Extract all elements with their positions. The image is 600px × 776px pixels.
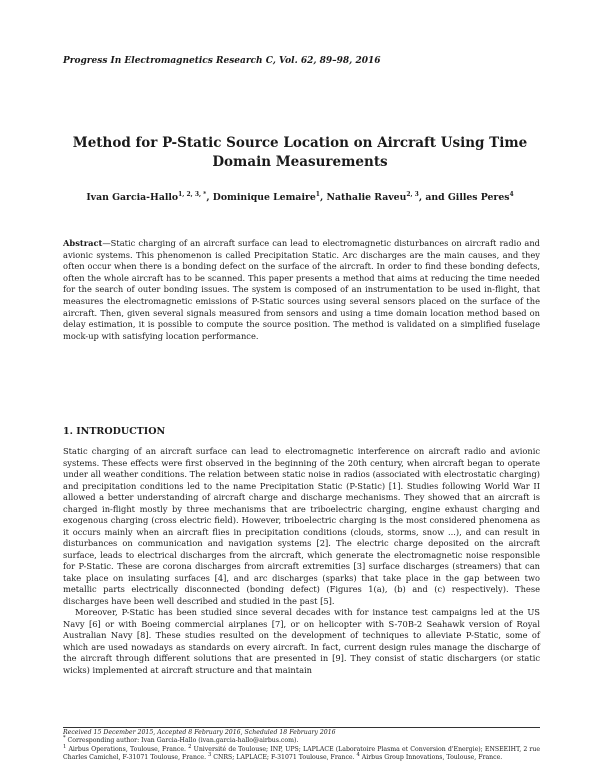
author-name: Ivan Garcia-Hallo [86,192,179,203]
author-separator: , [319,192,327,203]
section-heading: 1. INTRODUCTION [63,426,166,437]
body-paragraph: Static charging of an aircraft surface can lead to electromagnetic interference on aircraft radio and avionic systems. These effects were first observed in the beginning of the 20th century, when aircraft began to operate under all weather conditions. The relation between static noise in radios (associated with electrostatic charging) and precipitation conditions led to the name Precipitation Static (P-Static) [1]. Studies following World War II allowed a better understanding of aircraft charge and discharge mechanisms. They showed that an aircraft is charged in-flight mostly by three mechanisms that are triboelectric charging, engine exhaust charging and exogenous charging (cross electric field). However, triboelectric charging is the most considered phenomena as it occurs mainly when an aircraft flies in precipitation conditions (clouds, storms, snow ...), and can result in disturbances on communication and navigation systems [2]. The electric charge deposited on the aircraft surface, leads to electrical discharges from the aircraft, which generate the electromagnetic noise responsible for P-Static. These are corona discharges from aircraft extremities [3] surface discharges (streamers) that can take place on insulating surfaces [4], and arc discharges (sparks) that take place in the gap between two metallic parts electrically disconnected (bonding defect) (Figures 1(a), (b) and (c) respectively). These discharges have been well described and studied in the past [5]. [63,446,540,606]
affiliation-text: CNRS; LAPLACE; F-31071 Toulouse, France. [213,753,357,761]
affiliation-mark: 1 [63,743,67,750]
author-affiliation-marks: 4 [509,190,514,198]
footnotes [63,729,540,762]
affiliation-mark: 4 [356,751,360,758]
author-name: Dominique Lemaire [212,192,316,203]
footnote-mark: * [63,735,66,742]
abstract-label: Abstract [63,238,103,248]
abstract [63,238,540,342]
author-affiliation-marks: 1 [315,190,320,198]
affiliation-mark: 2 [188,743,192,750]
received-dates: Received 15 December 2015, Accepted 8 February 2016, Scheduled 18 February 2016 [63,729,336,736]
author-separator: , [206,192,213,203]
author-separator: , and [418,192,448,203]
corresponding-author [63,737,540,745]
footnote-rule [63,727,540,728]
affiliation-text: Airbus Group Innovations, Toulouse, France. [361,753,503,761]
author-name: Nathalie Raveu [326,192,407,203]
author-affiliation-marks: 1, 2, 3, * [178,190,207,198]
author-affiliation-marks: 2, 3 [406,190,419,198]
abstract-text: —Static charging of an aircraft surface can lead to electromagnetic disturbances on aircraft radio and avionic systems. This phenomenon is called Precipitation Static. Arc discharges are the main causes, and they often occur when there is a bonding defect on the surface of the aircraft. In order to find these bonding defects, often the whole aircraft has to be scanned. This paper presents a method that aims at reducing the time needed for the search of outer bonding issues. The system is composed of an instrumentation to be used in-flight, that measures the electromagnetic emissions of P-Static sources using several sensors placed on the surface of the aircraft. Then, given several signals measured from sensors and using a time domain location method based on delay estimation, it is possible to compute the source position. The method is validated on a simplified fuselage mock-up with satisfying location performance. [63,238,540,341]
author-name: Gilles Peres [447,192,510,203]
section-body [63,446,540,676]
corresponding-text: Corresponding author: Ivan Garcia-Hallo (ivan.garcia-hallo@airbus.com). [67,737,299,745]
affiliations [63,743,541,763]
author-list [60,192,540,203]
affiliation-text: Université de Toulouse; INP, UPS; LAPLACE (Laboratoire Plasma et Conversion d'Energie); ENSEEIHT, 2 rue Charles Camichel, F-31071 Toulouse, France. [63,745,541,761]
body-paragraph: Moreover, P-Static has been studied since several decades with for instance test campaigns led at the US Navy [6] or with Boeing commercial airplanes [7], or on helicopter with S-70B-2 Seahawk version of Royal Australian Navy [8]. These studies resulted on the development of techniques to alleviate P-Static, some of which are used nowadays as standards on every aircraft. In fact, current design rules manage the discharge of the aircraft through different solutions that are presented in [9]. They consist of static dischargers (or static wicks) implemented at aircraft structure and that maintain [63,607,540,675]
affiliation-mark: 3 [208,751,212,758]
journal-header: Progress In Electromagnetics Research C, Vol. 62, 89–98, 2016 [63,56,381,66]
paper-title: Method for P-Static Source Location on Aircraft Using Time Domain Measurements [72,135,528,170]
affiliation-text: Airbus Operations, Toulouse, France. [68,745,189,753]
